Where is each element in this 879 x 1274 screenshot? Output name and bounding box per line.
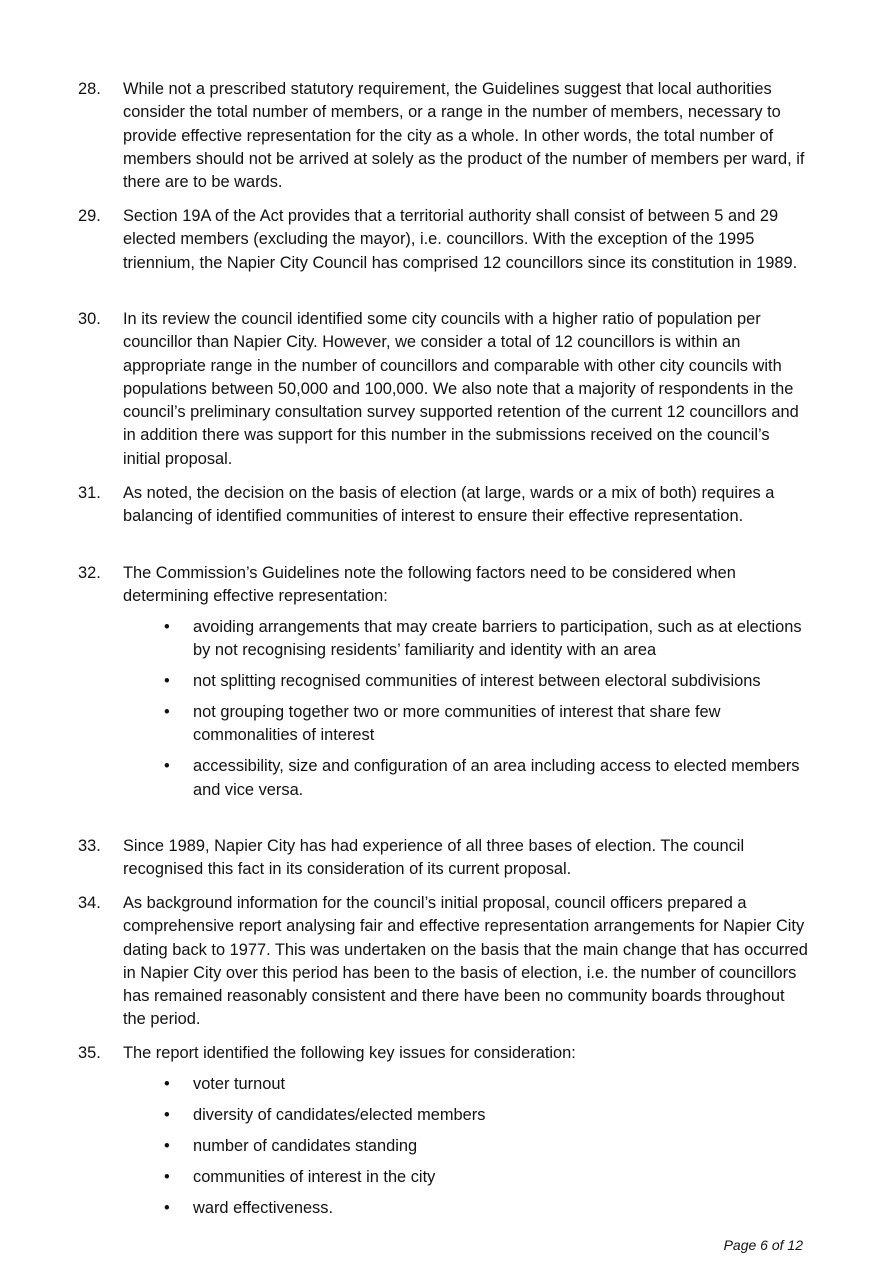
bullet-icon: •	[164, 1075, 170, 1093]
paragraph-number: 29.	[78, 207, 101, 225]
list-item-text: not splitting recognised communities of interest between electoral subdivisions	[193, 672, 761, 691]
list-item-text: communities of interest in the city	[193, 1167, 436, 1186]
paragraph-number: 35.	[78, 1044, 101, 1062]
paragraph-text: As background information for the council’s initial proposal, council officers prepared a comprehensive report analysing fair and effective representation arrangements for Napier City dating back to 1977. This was undertaken on the basis that the main change that has occurred in Napier City over this period has been to the basis of election, i.e. the number of councillors has remained reasonably consistent and there have been no community boards throughout the period.	[123, 894, 808, 1029]
list-item	[164, 1197, 804, 1220]
list-item-text: voter turnout	[193, 1075, 286, 1093]
list-item	[164, 1073, 804, 1096]
list-item-text: ward effectiveness.	[193, 1198, 334, 1217]
paragraph-33	[78, 835, 808, 882]
paragraph-30	[78, 308, 808, 471]
paragraph-35	[78, 1042, 808, 1065]
paragraph-text: The report identified the following key issues for consideration:	[123, 1044, 576, 1062]
bullet-icon: •	[164, 1198, 170, 1217]
paragraph-text: Since 1989, Napier City has had experience of all three bases of election. The council recognised this fact in its consideration of its current proposal.	[123, 837, 745, 879]
bullet-icon: •	[164, 1105, 170, 1124]
list-item-text: number of candidates standing	[193, 1136, 418, 1155]
paragraph-text: While not a prescribed statutory requirement, the Guidelines suggest that local authorities consider the total number of members, or a range in the number of members, necessary to provide effective representation for the city as a whole. In other words, the total number of members should not be arrived at solely as the product of the number of members per ward, if there are to be wards.	[123, 80, 805, 192]
paragraph-number: 32.	[78, 564, 101, 582]
list-item-text: not grouping together two or more communities of interest that share few commonalities of interest	[193, 703, 721, 745]
paragraph-number: 28.	[78, 80, 101, 98]
list-item-text: avoiding arrangements that may create barriers to participation, such as at elections by not recognising residents’ familiarity and identity with an area	[193, 618, 802, 660]
list-item-text: accessibility, size and configuration of an area including access to elected members and vice versa.	[193, 757, 800, 799]
list-item	[164, 1135, 804, 1158]
bullet-icon: •	[164, 757, 170, 776]
paragraph-text: Section 19A of the Act provides that a territorial authority shall consist of between 5 and 29 elected members (excluding the mayor), i.e. councillors. With the exception of the 1995 triennium, the Napier City Council has comprised 12 councillors since its constitution in 1989.	[123, 207, 798, 272]
paragraph-text: In its review the council identified some city councils with a higher ratio of population per councillor than Napier City. However, we consider a total of 12 councillors is within an appropriate range in the number of councillors and comparable with other city councils with populations between 50,000 and 100,000. We also note that a majority of respondents in the council’s preliminary consultation survey supported retention of the current 12 councillors and in addition there was support for this number in the submissions received on the council’s initial proposal.	[123, 310, 799, 468]
list-item	[164, 755, 804, 802]
list-item	[164, 1104, 804, 1127]
bullet-icon: •	[164, 703, 170, 722]
bullet-list-factors	[164, 616, 804, 802]
paragraph-number: 31.	[78, 484, 101, 502]
paragraph-number: 30.	[78, 310, 101, 328]
bullet-list-key-issues	[164, 1073, 804, 1220]
paragraph-text: As noted, the decision on the basis of election (at large, wards or a mix of both) requires a balancing of identified communities of interest to ensure their effective representation.	[123, 484, 775, 526]
list-item-text: diversity of candidates/elected members	[193, 1105, 486, 1124]
bullet-icon: •	[164, 618, 170, 636]
list-item	[164, 1166, 804, 1189]
paragraph-31	[78, 482, 808, 529]
paragraph-text: The Commission’s Guidelines note the following factors need to be considered when determining effective representation:	[123, 564, 736, 606]
page-number-footer: Page 6 of 12	[723, 1237, 803, 1253]
paragraph-32	[78, 562, 808, 609]
paragraph-34	[78, 892, 808, 1032]
paragraph-28	[78, 78, 808, 194]
list-item	[164, 701, 804, 748]
bullet-icon: •	[164, 672, 170, 691]
paragraph-number: 34.	[78, 894, 101, 912]
paragraph-29	[78, 205, 808, 275]
list-item	[164, 616, 804, 663]
paragraph-number: 33.	[78, 837, 101, 855]
bullet-icon: •	[164, 1136, 170, 1155]
list-item	[164, 670, 804, 693]
bullet-icon: •	[164, 1167, 170, 1186]
